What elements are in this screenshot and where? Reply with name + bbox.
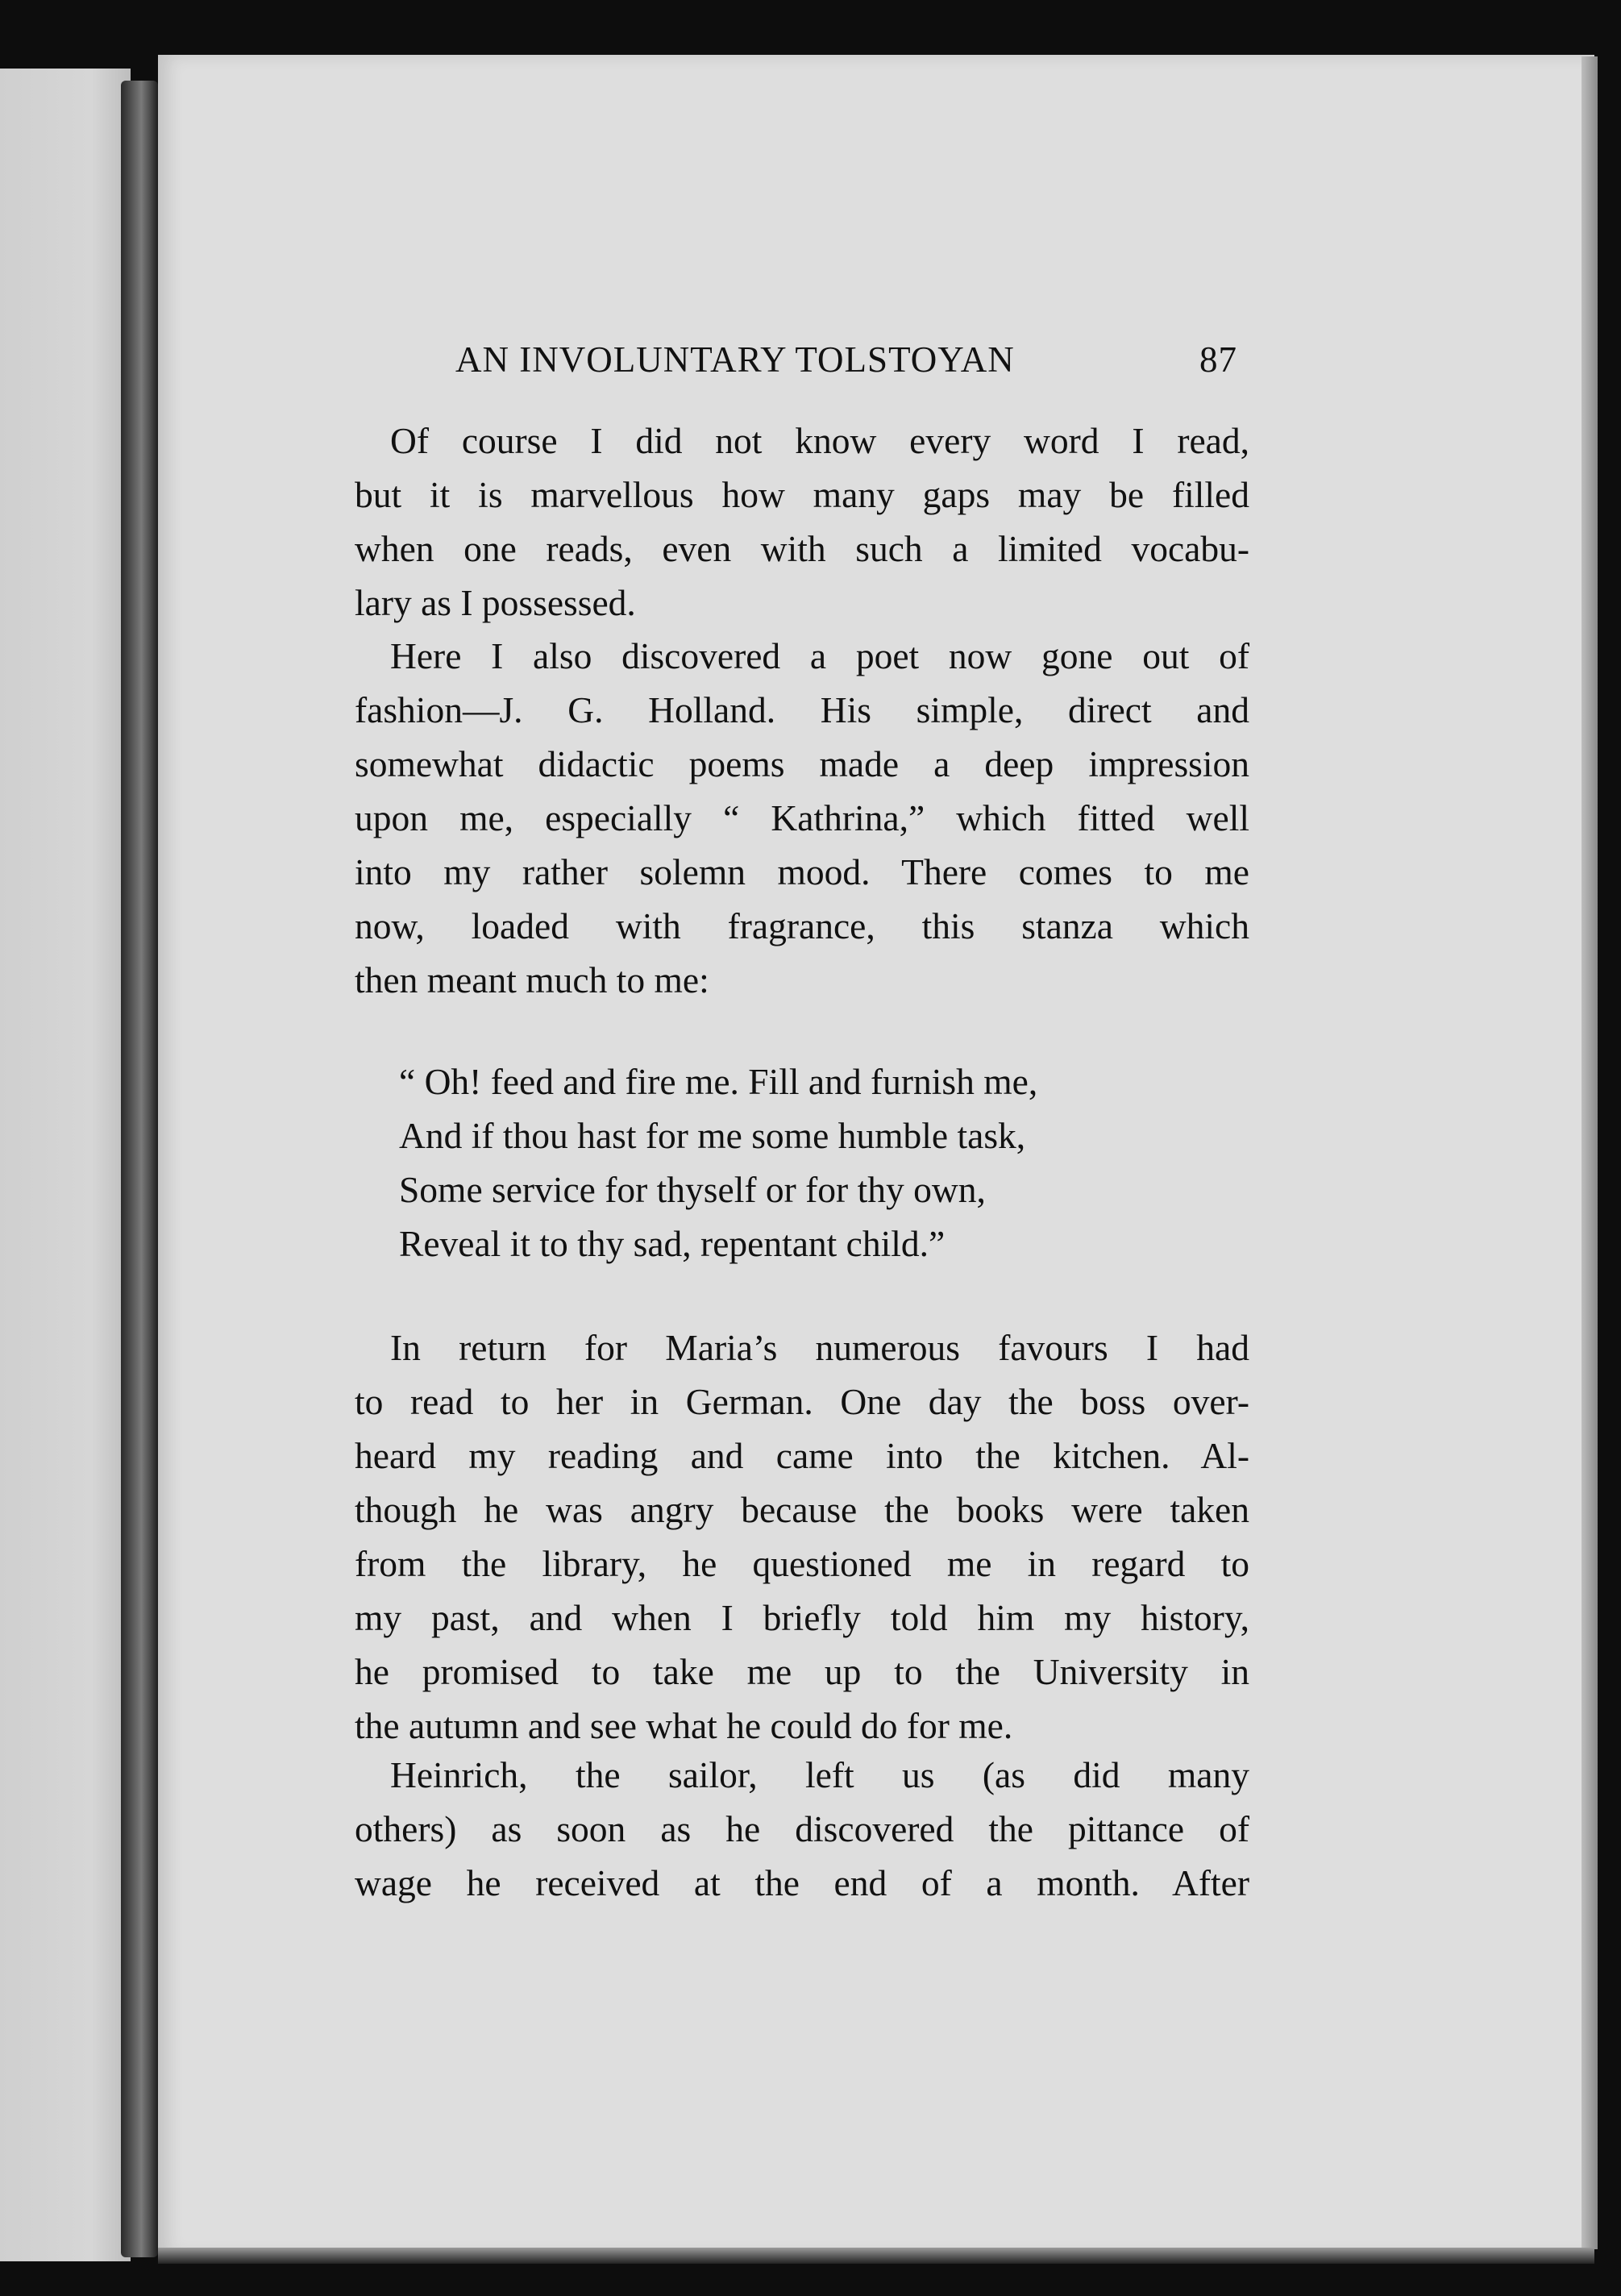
text-line: my past, and when I briefly told him my history,	[355, 1597, 1249, 1638]
text-line: but it is marvellous how many gaps may be filled	[355, 474, 1249, 515]
text-line: upon me, especially “ Kathrina,” which fitted well	[355, 797, 1249, 838]
text-line: then meant much to me:	[355, 959, 709, 1000]
text-line: Heinrich, the sailor, left us (as did many	[390, 1754, 1249, 1795]
poem-line: “ Oh! feed and fire me. Fill and furnish me,	[399, 1061, 1038, 1102]
book-spine	[121, 81, 158, 2257]
text-line: the autumn and see what he could do for me.	[355, 1705, 1013, 1746]
poem-line: Some service for thyself or for thy own,	[399, 1169, 986, 1210]
right-page-edge	[1582, 56, 1598, 2249]
poem-line: And if thou hast for me some humble task,	[399, 1115, 1026, 1156]
text-line: others) as soon as he discovered the pittance of	[355, 1808, 1249, 1849]
bottom-page-edge	[158, 2248, 1594, 2264]
text-line: from the library, he questioned me in regard to	[355, 1543, 1249, 1584]
page-number: 87	[1199, 339, 1237, 380]
running-header	[455, 339, 1237, 387]
text-line: fashion—J. G. Holland. His simple, direct and	[355, 689, 1249, 730]
text-line: into my rather solemn mood. There comes to me	[355, 851, 1249, 892]
paragraph-2	[355, 629, 1249, 1007]
text-line: when one reads, even with such a limited vocabu-	[355, 528, 1249, 569]
text-line: now, loaded with fragrance, this stanza which	[355, 905, 1249, 946]
text-line: In return for Maria’s numerous favours I had	[390, 1327, 1249, 1368]
text-line: Here I also discovered a poet now gone out of	[390, 635, 1249, 676]
text-line: somewhat didactic poems made a deep impression	[355, 743, 1249, 784]
left-page-edge	[0, 69, 131, 2261]
paragraph-1	[355, 414, 1249, 630]
text-line: he promised to take me up to the University in	[355, 1651, 1249, 1692]
text-line: wage he received at the end of a month. After	[355, 1862, 1249, 1903]
running-title: AN INVOLUNTARY TOLSTOYAN	[455, 339, 1015, 380]
paragraph-4	[355, 1748, 1249, 1910]
poem-stanza	[399, 1054, 1037, 1271]
text-line: lary as I possessed.	[355, 582, 636, 623]
text-line: though he was angry because the books were taken	[355, 1489, 1249, 1530]
text-line: heard my reading and came into the kitchen. Al-	[355, 1435, 1249, 1476]
text-line: to read to her in German. One day the boss over-	[355, 1381, 1249, 1422]
poem-line: Reveal it to thy sad, repentant child.”	[399, 1223, 946, 1264]
text-line: Of course I did not know every word I read,	[390, 420, 1249, 461]
paragraph-3	[355, 1321, 1249, 1753]
